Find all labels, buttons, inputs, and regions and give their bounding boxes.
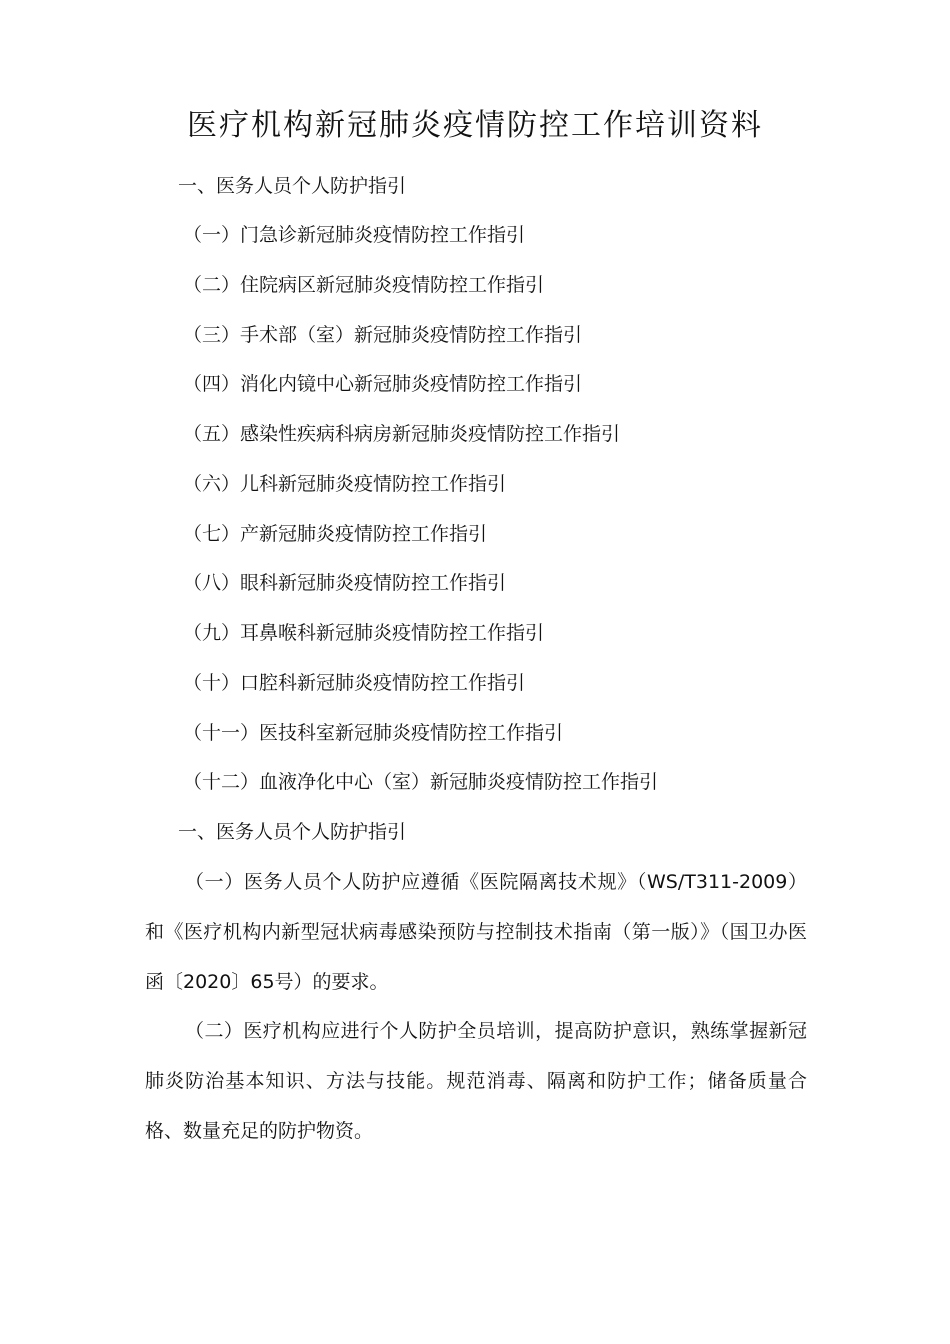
section-heading: 一、医务人员个人防护指引 xyxy=(178,821,407,843)
toc-item-12: （十二）血液净化中心（室）新冠肺炎疫情防控工作指引 xyxy=(183,771,659,793)
toc-item-4: （四）消化内镜中心新冠肺炎疫情防控工作指引 xyxy=(183,373,583,395)
paragraph-1: （一）医务人员个人防护应遵循《医院隔离技术规》（WS/T311-2009）和《医疗机构内新型冠状病毒感染预防与控制技术指南（第一版）》（国卫办医函〔2020〕65号）的要求。 xyxy=(145,871,807,993)
document-title: 医疗机构新冠肺炎疫情防控工作培训资料 xyxy=(187,108,763,143)
toc-item-2: （二）住院病区新冠肺炎疫情防控工作指引 xyxy=(183,274,545,296)
toc-item-11: （十一）医技科室新冠肺炎疫情防控工作指引 xyxy=(183,722,564,744)
toc-item-1: （一）门急诊新冠肺炎疫情防控工作指引 xyxy=(183,224,526,246)
toc-item-10: （十）口腔科新冠肺炎疫情防控工作指引 xyxy=(183,672,526,694)
toc-item-5: （五）感染性疾病科病房新冠肺炎疫情防控工作指引 xyxy=(183,423,621,445)
toc-item-9: （九）耳鼻喉科新冠肺炎疫情防控工作指引 xyxy=(183,622,545,644)
toc-heading: 一、医务人员个人防护指引 xyxy=(178,175,407,197)
toc-item-8: （八）眼科新冠肺炎疫情防控工作指引 xyxy=(183,572,507,594)
toc-item-3: （三）手术部（室）新冠肺炎疫情防控工作指引 xyxy=(183,324,583,346)
paragraph-2: （二）医疗机构应进行个人防护全员培训，提高防护意识，熟练掌握新冠肺炎防治基本知识、方法与技能。规范消毒、隔离和防护工作；储备质量合格、数量充足的防护物资。 xyxy=(145,1020,807,1142)
toc-item-6: （六）儿科新冠肺炎疫情防控工作指引 xyxy=(183,473,507,495)
toc-item-7: （七）产新冠肺炎疫情防控工作指引 xyxy=(183,523,488,545)
